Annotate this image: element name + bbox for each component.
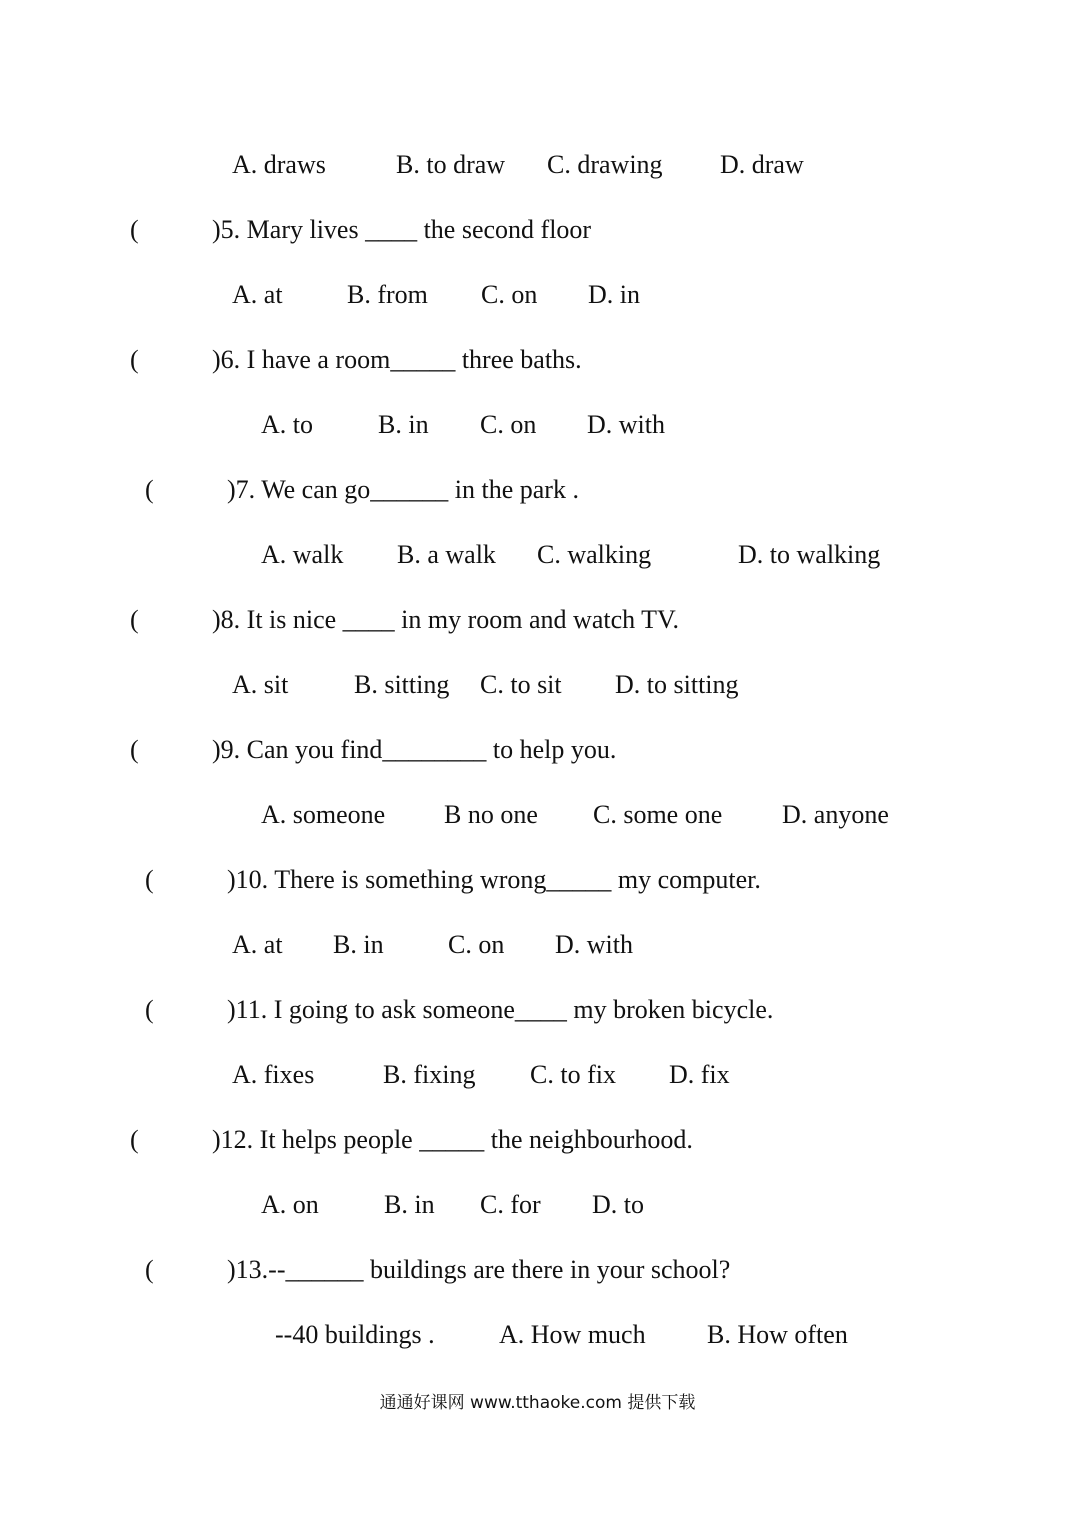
- answer-bracket: (: [130, 215, 139, 244]
- question-text: )6. I have a room_____ three baths.: [212, 345, 582, 374]
- answer-option: B. to draw: [396, 150, 506, 179]
- answer-option: C. for: [480, 1190, 541, 1219]
- answer-bracket: (: [145, 865, 154, 894]
- answer-option: C. walking: [537, 540, 652, 569]
- options-line: [0, 927, 1075, 963]
- answer-option: B. in: [333, 930, 384, 959]
- answer-option: A. fixes: [232, 1060, 315, 1089]
- answer-option: D. anyone: [782, 800, 889, 829]
- answer-option: A. sit: [232, 670, 289, 699]
- answer-option: A. at: [232, 930, 283, 959]
- answer-bracket: (: [130, 605, 139, 634]
- answer-option: B. a walk: [397, 540, 496, 569]
- options-line: [0, 537, 1075, 573]
- question-text: )10. There is something wrong_____ my computer.: [227, 865, 761, 894]
- options-line: [0, 147, 1075, 183]
- answer-option: B. sitting: [354, 670, 450, 699]
- answer-option: C. to sit: [480, 670, 562, 699]
- question-line: [0, 342, 1075, 378]
- options-line: [0, 1187, 1075, 1223]
- question-text: )8. It is nice ____ in my room and watch TV.: [212, 605, 679, 634]
- question-line: [0, 1252, 1075, 1288]
- answer-option: D. to sitting: [615, 670, 739, 699]
- answer-option: C. drawing: [547, 150, 663, 179]
- answer-option: A. on: [261, 1190, 319, 1219]
- question-line: [0, 1122, 1075, 1158]
- answer-option: B. How often: [707, 1320, 848, 1349]
- question-line: [0, 732, 1075, 768]
- answer-option: A. at: [232, 280, 283, 309]
- answer-option: C. to fix: [530, 1060, 616, 1089]
- question-text: )12. It helps people _____ the neighbourhood.: [212, 1125, 693, 1154]
- options-line: [0, 277, 1075, 313]
- question-line: [0, 862, 1075, 898]
- question-line: [0, 602, 1075, 638]
- answer-option: B. in: [378, 410, 429, 439]
- answer-bracket: (: [145, 1255, 154, 1284]
- answer-bracket: (: [130, 735, 139, 764]
- answer-option: D. to walking: [738, 540, 881, 569]
- question-line: [0, 212, 1075, 248]
- question-line: [0, 992, 1075, 1028]
- options-line: [0, 667, 1075, 703]
- answer-option: A. How much: [499, 1320, 646, 1349]
- answer-option: D. draw: [720, 150, 804, 179]
- answer-option: A. someone: [261, 800, 386, 829]
- question-line: [0, 472, 1075, 508]
- answer-option: B. from: [347, 280, 428, 309]
- page-footer: 通通好课网 www.tthaoke.com 提供下载: [379, 1393, 696, 1413]
- options-line: [0, 1057, 1075, 1093]
- answer-option: C. on: [481, 280, 538, 309]
- question-text: )7. We can go______ in the park .: [227, 475, 579, 504]
- options-line: [0, 407, 1075, 443]
- answer-option: D. with: [555, 930, 633, 959]
- answer-option: D. fix: [669, 1060, 730, 1089]
- answer-option: A. draws: [232, 150, 326, 179]
- answer-bracket: (: [130, 1125, 139, 1154]
- question-text: )9. Can you find________ to help you.: [212, 735, 617, 764]
- options-line: [0, 797, 1075, 833]
- question-text: )13.--______ buildings are there in your school?: [227, 1255, 731, 1284]
- answer-option: B no one: [444, 800, 538, 829]
- question-text: )5. Mary lives ____ the second floor: [212, 215, 592, 244]
- options-line: [0, 1317, 1075, 1353]
- answer-option: C. on: [480, 410, 537, 439]
- answer-option: A. to: [261, 410, 313, 439]
- answer-bracket: (: [145, 995, 154, 1024]
- answer-option: C. some one: [593, 800, 723, 829]
- answer-option: --40 buildings .: [275, 1320, 435, 1349]
- answer-bracket: (: [130, 345, 139, 374]
- answer-option: C. on: [448, 930, 505, 959]
- answer-option: B. fixing: [383, 1060, 476, 1089]
- answer-option: D. to: [592, 1190, 644, 1219]
- question-text: )11. I going to ask someone____ my broken bicycle.: [227, 995, 774, 1024]
- answer-bracket: (: [145, 475, 154, 504]
- answer-option: A. walk: [261, 540, 344, 569]
- answer-option: D. with: [587, 410, 665, 439]
- answer-option: B. in: [384, 1190, 435, 1219]
- answer-option: D. in: [588, 280, 640, 309]
